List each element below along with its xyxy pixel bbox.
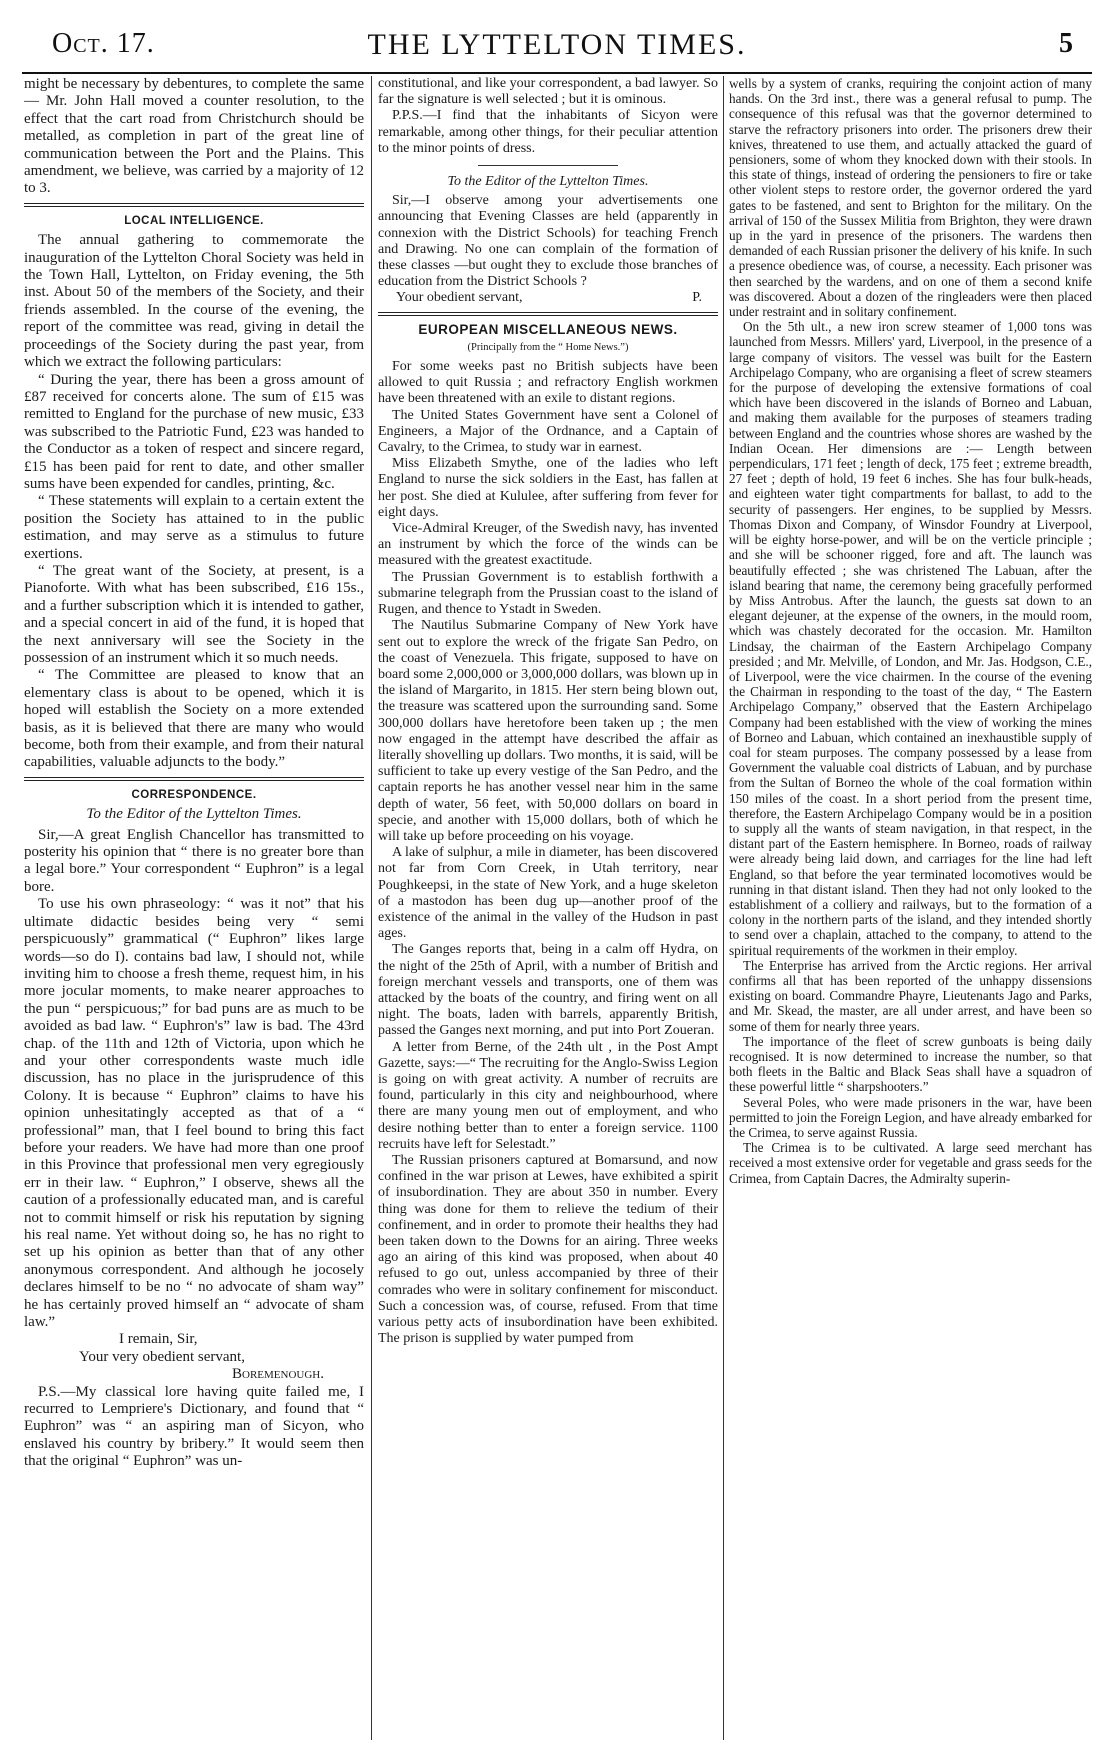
news-item-continuation: wells by a system of cranks, requiring the conjoint action of many hands. On the 3rd inst., there was a general refusal to pump. The consequence of this refusal was that the governor determined to starve the refractory prisoners into order. The prisoners drew their knives, threatened to use them, and actually attacked the guard of pensioners, some of whom they knocked down with their stools. In this state of things, instead of ordering the pensioners to fire or take other violent steps to restore order, the governor ordered the yard gates to be fastened, and sent to Brighton for the military. On the arrival of 150 of the Sussex Militia from Brighton, they were drawn up in the yard in presence of the prisoners. The wardens then demanded of each Russian prisoner the delivery of his knife. In such a presence obedience was, of course, a necessity. Each prisoner was then searched by the wardens, and on one of them a second knife was discovered. About a dozen of the ringleaders were then placed under restraint and in solitary confinement.: [729, 76, 1092, 320]
letter-closing: Your very obedient servant,: [79, 1348, 245, 1365]
news-item: A lake of sulphur, a mile in diameter, has been discovered not far from Corn Creek, in Utah territory, near Poughkeepsi, in the state of New York, and a huge skeleton of a mastodon has been dug up—another proof of the existence of the animal in the valley of the Hudson in past ages.: [378, 845, 718, 942]
letter-address: To the Editor of the Lyttelton Times.: [447, 174, 649, 190]
news-item: The Enterprise has arrived from the Arctic regions. Her arrival confirms all that has been reported of the unhappy dissensions existing on board. Commandre Phayre, Lieutenants Jago and Parks, and Mr. Skead, the master, are all under arrest, and have been so some of them for nearly three years.: [729, 957, 1092, 1034]
letter-postscript: P.P.S.—I find that the inhabitants of Sicyon were remarkable, among other things, for their peculiar attention to the minor points of dress.: [378, 108, 718, 156]
section-divider: [24, 777, 364, 781]
letter-signature: Boremenough.: [232, 1366, 324, 1383]
article-paragraph: The annual gathering to commemorate the inauguration of the Lyttelton Choral Society was held in the Town Hall, Lyttelton, on Friday evening, the 5th inst. About 50 of the members of the Society, and their friends assembled. In the course of the evening, the report of the committee was read, giving in detail the proceedings of the Society during the past year, from which we extract the following particulars:: [24, 232, 364, 371]
news-item: Miss Elizabeth Smythe, one of the ladies who left England to nurse the sick soldiers in the East, has fallen at her post. She died at Kululee, after suffering from fever for eight days.: [378, 456, 718, 520]
letter-closing: Your obedient servant,: [396, 290, 523, 306]
news-item: The Crimea is to be cultivated. A large seed merchant has received a most extensive order for vegetable and grass seeds for the Crimea, from Captain Dacres, the Admiralty superin-: [729, 1140, 1092, 1186]
news-item: The Ganges reports that, being in a calm off Hydra, on the night of the 25th of April, with a number of British and foreign merchant vessels and transports, one of them was attacked by the boats of the country, and firing went on all night. The boats, laden with barrels, apparently British, passed the Ganges next morning, and put into Port Zoueran.: [378, 942, 718, 1039]
section-heading-local-intelligence: LOCAL INTELLIGENCE.: [124, 214, 264, 227]
letter-closing: I remain, Sir,: [119, 1331, 198, 1348]
article-paragraph: “ These statements will explain to a certain extent the position the Society has attained to in the public estimation, and may serve as a stimulus to future exertions.: [24, 493, 364, 562]
letter-paragraph: Sir,—A great English Chancellor has transmitted to posterity his opinion that “ there is no greater bore than a legal bore.” Your correspondent “ Euphron” is a legal bore.: [24, 826, 364, 895]
letter-paragraph: Sir,—I observe among your advertisements one announcing that Evening Classes are held (apparently in connexion with the District Schools) for teaching French and Drawing. No one can complain of the formation of these classes —but ought they to exclude those branches of education from the District Schools ?: [378, 193, 718, 290]
news-item: Several Poles, who were made prisoners in the war, have been permitted to join the Foreign Legion, and have already embarked for the Crimea, to serve against Russia.: [729, 1094, 1092, 1141]
column-divider: [371, 76, 372, 1740]
news-item: The importance of the fleet of screw gunboats is being daily recognised. It is now determined to increase the number, so that both fleets in the Baltic and Black Seas shall have a squadron of these powerful little “ sharpshooters.”: [729, 1033, 1092, 1095]
column-3: [729, 76, 1092, 1740]
letter-divider: [478, 165, 618, 166]
section-heading-european-news: EUROPEAN MISCELLANEOUS NEWS.: [418, 321, 678, 337]
column-2: [378, 76, 718, 1740]
news-item: The Nautilus Submarine Company of New York have sent out to explore the wreck of the frigate San Pedro, on the coast of Venezuela. This frigate, supposed to have on board some 2,000,000 or 3,000,000 dollars, was blown up in the island of Margarito, in 1815. Her stern being blown out, the treasure was scattered upon the surrounding sand. Some 300,000 dollars have heretofore been taken up ; the men now engaged in the attempt have described the affair as literally shovelling up dollars. Two months, it is said, will be sufficient to take up every vestige of the San Pedro, and the captain reports he has another vessel near him in the same depth of water, 56 feet, with 50,000 dollars on board in specie, and another with 15,000 dollars, both of which he will take up before proceeding on his voyage.: [378, 618, 718, 844]
news-item: For some weeks past no British subjects have been allowed to quit Russia ; and refractory English workmen have been threatened with an exile to distant regions.: [378, 359, 718, 407]
article-paragraph: “ During the year, there has been a gross amount of £87 received for concerts alone. The sum of £15 was remitted to England for the purchase of new music, £33 was subscribed to the Patriotic Fund, £23 was handed to the Conductor as a token of respect and sincere regard, £15 has been paid for rent to date, and other smaller sums have been expended for candles, printing, &c.: [24, 371, 364, 492]
letter-signoff: [378, 290, 718, 306]
issue-date: Oct. 17.: [52, 28, 155, 59]
section-divider: [24, 203, 364, 207]
column-divider: [723, 76, 724, 1740]
page-number: 5: [1059, 28, 1074, 59]
masthead: [22, 22, 1092, 74]
letter-postscript: P.S.—My classical lore having quite failed me, I recurred to Lempriere's Dictionary, and found that “ Euphron” was “ an aspiring man of Sicyon, who enslaved his country by bribery.” It would seem then that the original “ Euphron” was un-: [24, 1383, 364, 1470]
letter-continuation: constitutional, and like your correspondent, a bad lawyer. So far the signature is well selected ; but it is ominous.: [378, 76, 718, 108]
article-paragraph: “ The Committee are pleased to know that an elementary class is about to be opened, which it is hoped will establish the Society on a more extended basis, as it is believed that there are many who would become, both from their example, and from their natural capabilities, valuable adjuncts to the body.”: [24, 667, 364, 771]
article-paragraph: “ The great want of the Society, at present, is a Pianoforte. With what has been subscribed, £16 15s., and a further subscription which it is intended to gather, and a special concert in aid of the fund, it is hoped that the next anniversary will see the Society in the possession of an instrument which it so much needs.: [24, 562, 364, 666]
news-item: Vice-Admiral Kreuger, of the Swedish navy, has invented an instrument by which the force of the winds can be measured with the greatest exactitude.: [378, 521, 718, 569]
article-continuation: might be necessary by debentures, to complete the same — Mr. John Hall moved a counter resolution, to the effect that the cart road from Christchurch should be metalled, as completion in part of the great line of communication between the Port and the Plains. This amendment, we believe, was carried by a majority of 12 to 3.: [24, 76, 364, 197]
newspaper-title: THE LYTTELTON TIMES.: [367, 28, 747, 61]
letter-paragraph: To use his own phraseology: “ was it not” that his ultimate didactic besides being very “ semi perspicuously” grammatical (“ Euphron” likes large words—so do I). contains bad law, I should not, while inviting him to choose a fresh theme, request him, in his more jocular moments, to make nearer approaches to the pun “ perspicuous;” for bad puns are as much to be avoided as bad law. “ Euphron's” law is bad. The 43rd chap. of the 11th and 12th of Victoria, upon which he and your other correspondents waste much idle discussion, has no place in the jurisprudence of this Colony. It is because “ Euphron” claims to have his opinion unhesitatingly accepted as that of a “ professional” man, that I feel bound to bring this fact before your readers. We have had more than one proof in this Province that professional men very egregiously err in their law. “ Euphron,” I observe, shews all the caution of a professionally educated man, and is careful not to commit himself or risk his reputation by signing his real name. Yet without doing so, he has no right to set up his opinion as better than that of any other anonymous correspondent. And although he jocosely declares himself to be no “ no advocate of sham way” he has certainly proved himself an “ advocate of sham law.”: [24, 896, 364, 1331]
section-heading-correspondence: CORRESPONDENCE.: [131, 788, 257, 801]
news-item: On the 5th ult., a new iron screw steamer of 1,000 tons was launched from Messrs. Millers' yard, Liverpool, in the presence of a large company of visitors. The vessel was built for the Eastern Archipelago Company, who are organising a fleet of screw steamers for the purpose of developing the extensive formations of coal which have been discovered in the islands of Borneo and Labuan, and making them available for the purposes of steamers trading between England and the countries whose shores are washed by the Indian Ocean. Her dimensions are :— Length between perpendiculars, 171 feet ; length of deck, 175 feet ; extreme breadth, 27 feet ; depth of hold, 19 feet 6 inches. She has four bulk-heads, and eighteen water tight compartments for ballast, to add to the security of passengers. Her engines, to be supplied by Messrs. Thomas Dixon and Company, of Winsdor Foundry at Liverpool, will be eighty horse-power, and will be on the verticle principle ; and she will be schooner rigged, fore and aft. The launch was beautifully effected ; she was christened The Labuan, after the island bearing that name, the ceremony being gracefully performed by Miss Antrobus. After the launch, the guests sat down to an elegant dejeuner, at the expense of the owners, in the mould room, which was chastely decorated for the occasion. Mr. Hamilton Lindsay, the chairman of the Eastern Archipelago Company presided ; and Mr. Melville, of London, and Mr. Jas. Hodgson, C.E., of Liverpool, were the vice chairmen. In the course of the evening the Chairman in responding to the toast of the day, “ The Eastern Archipelago Company,” observed that the Eastern Archipelago Company had been established with the view of working the mines of Borneo and Labuan, which contained an inexhaustible supply of coal for steam purposes. The company possessed by a lease from Government the valuable coal districts of Labuan, and by purchase from the Sultan of Borneo the whole of the coal formation within 150 miles of the coast. In a short period from the present time, therefore, the Eastern Archipelago Company would be in a position to supply all the wants of steam navigation, in that respect, in the distant part of the Eastern hemisphere. In Borneo, roads of railway were already being laid down, and carriages for the line had left England, so that before the year terminated locomotives would be running in that distant island. Then they had not only looked to the establishment of a colliery and railways, but to the formation of a colony in the northern parts of the island, and they intended shortly to send over a chaplain, attached to the company, to attend to the spiritual requirements of the workmen in their employ.: [729, 319, 1092, 958]
letter-address: To the Editor of the Lyttelton Times.: [86, 806, 302, 823]
letter-signature: P.: [692, 290, 702, 306]
section-divider: [378, 312, 718, 316]
news-item: The Russian prisoners captured at Bomarsund, and now confined in the war prison at Lewes, have exhibited a spirit of insubordination. They are about 350 in number. Every thing was done for them to relieve the tedium of their confinement, and in order to promote their healths they had been taken down to the Downs for an airing. Three weeks ago an airing of this kind was proposed, when about 40 refused to go out, unless accompanied by three of their comrades who were in solitary confinement for misconduct. Such a concession was, of course, refused. From that time various petty acts of insubordination have been exhibited. The prison is supplied by water pumped from: [378, 1153, 718, 1347]
news-item: A letter from Berne, of the 24th ult , in the Post Ampt Gazette, says:—“ The recruiting for the Anglo-Swiss Legion is going on with great activity. A number of recruits are found, particularly in this city and neighbourhood, where there are many young men out of employment, and who desire nothing better than to enter a foreign service. 1100 recruits have left for Selestadt.”: [378, 1039, 718, 1152]
column-1: [24, 76, 364, 1740]
news-item: The United States Government have sent a Colonel of Engineers, a Major of the Ordnance, and a Captain of Cavalry, to the Crimea, to study war in earnest.: [378, 407, 718, 456]
section-subheading: (Principally from the “ Home News.”): [467, 341, 629, 353]
news-item: The Prussian Government is to establish forthwith a submarine telegraph from the Prussian coast to the island of Rugen, and thence to Ystadt in Sweden.: [378, 569, 718, 618]
